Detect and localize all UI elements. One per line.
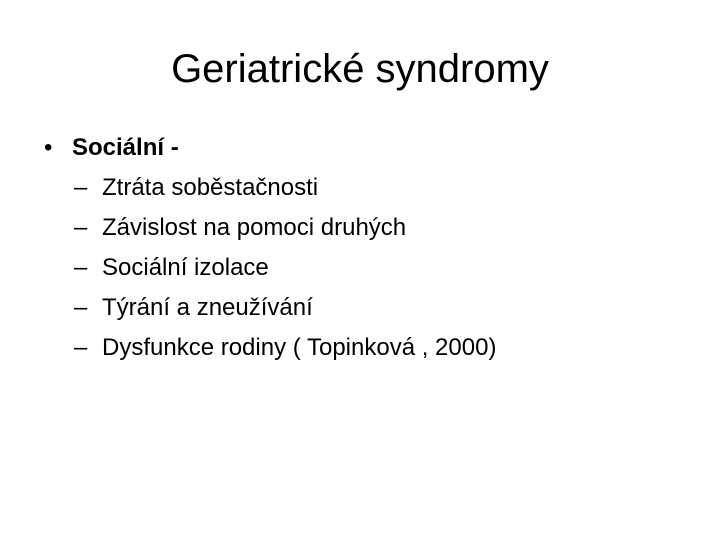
slide-content	[44, 128, 684, 368]
subitem	[44, 208, 684, 248]
subitem-text: Ztráta soběstačnosti	[102, 174, 319, 201]
bullet-item-social	[44, 128, 684, 168]
dash-marker: –	[74, 174, 88, 201]
subitem-text: Závislost na pomoci druhých	[102, 214, 407, 241]
subitem	[44, 288, 684, 328]
dash-marker: –	[74, 294, 88, 321]
dash-marker: –	[74, 214, 88, 241]
subitem	[44, 248, 684, 288]
dash-marker: –	[74, 334, 88, 361]
subitem	[44, 328, 684, 368]
subitem-text: Sociální izolace	[102, 254, 269, 281]
subitem-text: Týrání a zneužívání	[102, 294, 313, 321]
bullet-label: Sociální -	[72, 134, 179, 161]
slide-title: Geriatrické syndromy	[171, 47, 549, 91]
subitem	[44, 168, 684, 208]
bullet-marker: •	[44, 134, 53, 161]
subitem-list	[44, 168, 684, 368]
dash-marker: –	[74, 254, 88, 281]
subitem-text: Dysfunkce rodiny ( Topinková , 2000)	[102, 334, 497, 361]
